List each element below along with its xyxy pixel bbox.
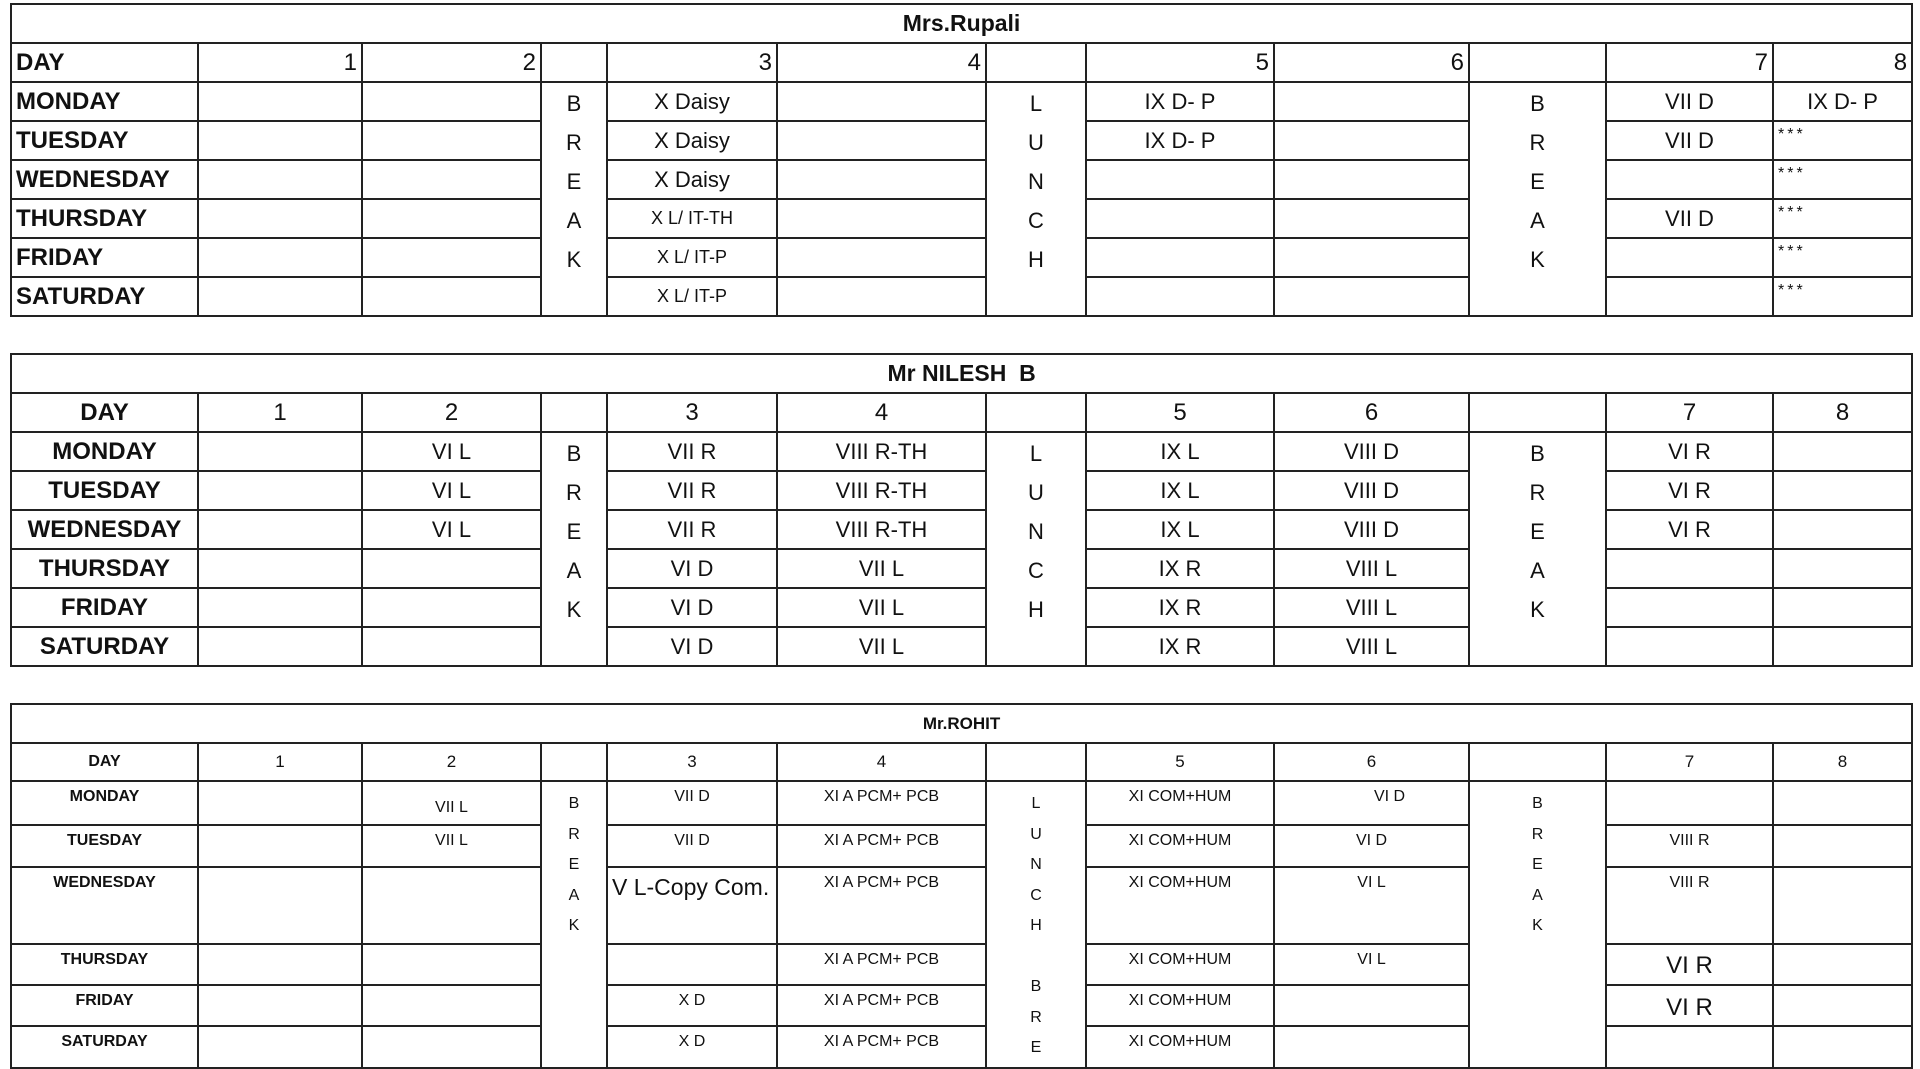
lunch-letter: H xyxy=(1030,917,1042,934)
break-header xyxy=(541,743,607,781)
period-cell: XI COM+HUM xyxy=(1086,1026,1274,1067)
lunch-letter: U xyxy=(1028,480,1044,505)
break-letter: A xyxy=(566,208,582,233)
period-cell: XI A PCM+ PCB xyxy=(777,867,986,944)
period-4-header: 4 xyxy=(777,43,986,82)
period-cell: VIII R-TH xyxy=(777,510,986,549)
period-cell: VII R xyxy=(607,432,777,471)
lunch-letter: L xyxy=(1031,795,1041,812)
period-cell: VII L xyxy=(777,549,986,588)
period-cell xyxy=(777,238,986,277)
table-row xyxy=(11,781,1912,825)
period-cell xyxy=(362,1026,541,1067)
period-cell xyxy=(362,121,541,160)
period-cell xyxy=(1773,1026,1912,1067)
period-cell: XI COM+HUM xyxy=(1086,825,1274,866)
period-cell: IX L xyxy=(1086,471,1274,510)
break-header xyxy=(541,43,607,82)
break-letter: E xyxy=(1530,169,1545,194)
period-cell: VII L xyxy=(777,588,986,627)
period-cell: VI D xyxy=(607,549,777,588)
break-header xyxy=(1469,393,1606,432)
break-letter: R xyxy=(1529,130,1546,155)
period-cell xyxy=(362,277,541,316)
lunch-letter: H xyxy=(1028,247,1044,272)
teacher-title: Mr NILESH B xyxy=(11,354,1912,393)
period-cell xyxy=(1606,588,1773,627)
period-cell xyxy=(198,510,362,549)
header-row xyxy=(11,393,1912,432)
period-cell xyxy=(1606,160,1773,199)
table-row xyxy=(11,549,1912,588)
period-cell xyxy=(362,549,541,588)
period-cell xyxy=(1773,867,1912,944)
break-letter: E xyxy=(566,169,582,194)
lunch-letter: C xyxy=(1030,886,1042,904)
lunch-letter: L xyxy=(1029,91,1043,116)
period-cell xyxy=(1606,781,1773,825)
period-cell xyxy=(1274,277,1469,316)
lunch-header xyxy=(986,743,1086,781)
break-letter: R xyxy=(1531,825,1544,843)
period-cell: VI L xyxy=(362,432,541,471)
period-cell xyxy=(777,121,986,160)
period-cell: *** xyxy=(1773,238,1912,277)
break-letter: K xyxy=(566,597,582,622)
table-row xyxy=(11,160,1912,199)
break-column xyxy=(1469,432,1606,666)
period-cell: XI COM+HUM xyxy=(1086,944,1274,985)
period-cell xyxy=(1086,199,1274,238)
period-cell xyxy=(1086,238,1274,277)
table-row xyxy=(11,867,1912,944)
day-label: TUESDAY xyxy=(11,121,198,160)
period-cell xyxy=(198,277,362,316)
period-cell xyxy=(198,199,362,238)
header-row xyxy=(11,43,1912,82)
lunch-column xyxy=(986,432,1086,666)
period-cell: X D xyxy=(607,1026,777,1067)
period-cell xyxy=(198,121,362,160)
period-cell: X L/ IT-P xyxy=(607,277,777,316)
period-cell xyxy=(1773,432,1912,471)
period-cell xyxy=(1773,781,1912,825)
period-cell: IX R xyxy=(1086,627,1274,666)
day-label: TUESDAY xyxy=(11,825,198,866)
period-cell xyxy=(1274,985,1469,1026)
period-cell: VII L xyxy=(362,781,541,825)
period-cell: *** xyxy=(1773,121,1912,160)
period-cell xyxy=(1274,238,1469,277)
break-letter: B xyxy=(1530,91,1545,116)
period-cell xyxy=(198,781,362,825)
period-cell xyxy=(198,1026,362,1067)
day-label: THURSDAY xyxy=(11,199,198,238)
day-label: SATURDAY xyxy=(11,627,198,666)
lunch-letter: H xyxy=(1028,597,1044,622)
period-2-header: 2 xyxy=(362,743,541,781)
table-row xyxy=(11,588,1912,627)
break-letter: A xyxy=(1530,208,1545,233)
day-header: DAY xyxy=(11,743,198,781)
period-cell: VI L xyxy=(362,510,541,549)
table-row xyxy=(11,1026,1912,1067)
break-column xyxy=(541,781,607,1068)
period-cell xyxy=(362,82,541,121)
timetable-rohit xyxy=(10,703,1913,1069)
period-cell xyxy=(1274,121,1469,160)
period-cell: VIII L xyxy=(1274,627,1469,666)
day-label: SATURDAY xyxy=(11,277,198,316)
period-2-header: 2 xyxy=(362,43,541,82)
period-cell xyxy=(198,588,362,627)
break-letter: B xyxy=(1530,441,1545,466)
period-cell xyxy=(362,985,541,1026)
break-letter: R xyxy=(1529,480,1546,505)
period-cell: VII D xyxy=(607,825,777,866)
lunch-letter: L xyxy=(1029,441,1043,466)
period-cell: IX D- P xyxy=(1086,121,1274,160)
period-cell: XI A PCM+ PCB xyxy=(777,985,986,1026)
day-label: FRIDAY xyxy=(11,985,198,1026)
table-row xyxy=(11,82,1912,121)
period-7-header: 7 xyxy=(1606,43,1773,82)
period-cell: VIII R-TH xyxy=(777,432,986,471)
lunch-header xyxy=(986,393,1086,432)
period-cell xyxy=(198,432,362,471)
period-cell: VIII D xyxy=(1274,471,1469,510)
day-label: TUESDAY xyxy=(11,471,198,510)
period-cell xyxy=(362,588,541,627)
period-cell xyxy=(198,160,362,199)
table-row xyxy=(11,510,1912,549)
period-5-header: 5 xyxy=(1086,393,1274,432)
break-column xyxy=(1469,781,1606,1068)
lunch-letter: U xyxy=(1030,825,1042,843)
lunch-letter: U xyxy=(1028,130,1044,155)
day-label: SATURDAY xyxy=(11,1026,198,1067)
period-cell: X L/ IT-P xyxy=(607,238,777,277)
period-cell: VIII D xyxy=(1274,432,1469,471)
break-letter: E xyxy=(1532,856,1543,873)
period-cell xyxy=(777,160,986,199)
period-cell xyxy=(1606,549,1773,588)
period-cell: X Daisy xyxy=(607,82,777,121)
day-label: MONDAY xyxy=(11,82,198,121)
lunch-letter: C xyxy=(1028,208,1044,233)
period-cell xyxy=(1274,199,1469,238)
timetable-rupali xyxy=(10,3,1913,317)
break-letter: A xyxy=(568,886,580,904)
period-cell xyxy=(198,549,362,588)
table-row xyxy=(11,277,1912,316)
period-6-header: 6 xyxy=(1274,43,1469,82)
period-cell: XI A PCM+ PCB xyxy=(777,944,986,985)
period-cell xyxy=(1773,985,1912,1026)
period-cell: IX R xyxy=(1086,588,1274,627)
period-cell: XI COM+HUM xyxy=(1086,781,1274,825)
period-cell xyxy=(198,985,362,1026)
lunch-letter: N xyxy=(1030,856,1042,873)
table-row xyxy=(11,985,1912,1026)
break-letter: E xyxy=(1530,519,1545,544)
period-5-header: 5 xyxy=(1086,43,1274,82)
period-cell xyxy=(607,944,777,985)
break-column xyxy=(541,82,607,316)
period-cell xyxy=(1773,825,1912,866)
timetable-nilesh xyxy=(10,353,1913,667)
period-cell xyxy=(1274,1026,1469,1067)
period-4-header: 4 xyxy=(777,743,986,781)
period-cell xyxy=(1773,471,1912,510)
break-letter: K xyxy=(1530,597,1545,622)
table-row xyxy=(11,432,1912,471)
period-cell: XI COM+HUM xyxy=(1086,867,1274,944)
table-row xyxy=(11,238,1912,277)
break-letter: K xyxy=(568,917,580,934)
lunch-letter: R xyxy=(1030,1008,1042,1026)
break-letter: R xyxy=(566,130,582,155)
day-label: THURSDAY xyxy=(11,549,198,588)
period-cell: VI D xyxy=(607,588,777,627)
period-cell: *** xyxy=(1773,160,1912,199)
period-cell: VII L xyxy=(777,627,986,666)
period-cell: VII D xyxy=(1606,82,1773,121)
period-cell xyxy=(1773,549,1912,588)
period-cell xyxy=(198,82,362,121)
period-cell: VI D xyxy=(607,627,777,666)
period-6-header: 6 xyxy=(1274,743,1469,781)
period-8-header: 8 xyxy=(1773,43,1912,82)
period-3-header: 3 xyxy=(607,43,777,82)
day-header: DAY xyxy=(11,393,198,432)
break-header xyxy=(541,393,607,432)
break-letter: A xyxy=(1532,886,1543,904)
period-cell xyxy=(777,199,986,238)
period-3-header: 3 xyxy=(607,743,777,781)
break-letter: A xyxy=(566,558,582,583)
period-cell xyxy=(198,627,362,666)
period-cell: IX R xyxy=(1086,549,1274,588)
day-label: THURSDAY xyxy=(11,944,198,985)
lunch-header xyxy=(986,43,1086,82)
period-cell xyxy=(198,471,362,510)
period-cell xyxy=(362,944,541,985)
period-cell: VI R xyxy=(1606,944,1773,985)
teacher-title: Mrs.Rupali xyxy=(11,4,1912,43)
period-cell: VI L xyxy=(362,471,541,510)
period-7-header: 7 xyxy=(1606,743,1773,781)
period-cell xyxy=(1773,588,1912,627)
period-cell: VIII D xyxy=(1274,510,1469,549)
period-cell: X D xyxy=(607,985,777,1026)
period-cell xyxy=(1274,82,1469,121)
period-5-header: 5 xyxy=(1086,743,1274,781)
table-row xyxy=(11,471,1912,510)
period-cell: VI R xyxy=(1606,432,1773,471)
period-cell: VII D xyxy=(1606,121,1773,160)
table-row xyxy=(11,627,1912,666)
period-cell xyxy=(1773,944,1912,985)
break-header xyxy=(1469,43,1606,82)
day-label: MONDAY xyxy=(11,432,198,471)
period-cell: VIII L xyxy=(1274,549,1469,588)
period-1-header: 1 xyxy=(198,743,362,781)
lunch-column xyxy=(986,82,1086,316)
period-cell: VII D xyxy=(607,781,777,825)
period-cell: VI L xyxy=(1274,944,1469,985)
lunch-letter: B xyxy=(1030,978,1042,995)
period-cell: *** xyxy=(1773,199,1912,238)
period-cell xyxy=(198,238,362,277)
break-letter: B xyxy=(1532,795,1543,812)
lunch-letter: N xyxy=(1028,519,1044,544)
period-cell xyxy=(362,867,541,944)
period-3-header: 3 xyxy=(607,393,777,432)
lunch-letter: N xyxy=(1028,169,1044,194)
break-letter: E xyxy=(568,856,580,873)
lunch-letter: E xyxy=(1030,1039,1042,1056)
table-row xyxy=(11,199,1912,238)
period-cell: XI A PCM+ PCB xyxy=(777,1026,986,1067)
break-header xyxy=(1469,743,1606,781)
period-8-header: 8 xyxy=(1773,743,1912,781)
break-letter: R xyxy=(568,825,580,843)
table-row xyxy=(11,121,1912,160)
period-cell xyxy=(1086,160,1274,199)
period-cell xyxy=(1606,277,1773,316)
period-cell: XI A PCM+ PCB xyxy=(777,825,986,866)
period-cell xyxy=(198,944,362,985)
break-letter: B xyxy=(566,441,582,466)
period-cell: XI A PCM+ PCB xyxy=(777,781,986,825)
period-cell: IX D- P xyxy=(1773,82,1912,121)
period-cell: VI D xyxy=(1274,825,1469,866)
period-cell xyxy=(1606,1026,1773,1067)
day-label: MONDAY xyxy=(11,781,198,825)
break-column xyxy=(1469,82,1606,316)
period-cell: IX L xyxy=(1086,432,1274,471)
day-label: FRIDAY xyxy=(11,588,198,627)
period-cell: VIII L xyxy=(1274,588,1469,627)
day-label: WEDNESDAY xyxy=(11,510,198,549)
break-letter: B xyxy=(566,91,582,116)
period-cell: IX D- P xyxy=(1086,82,1274,121)
period-cell: XI COM+HUM xyxy=(1086,985,1274,1026)
period-cell xyxy=(362,160,541,199)
period-cell: X Daisy xyxy=(607,121,777,160)
period-cell xyxy=(362,627,541,666)
period-cell: VII R xyxy=(607,471,777,510)
day-label: WEDNESDAY xyxy=(11,160,198,199)
lunch-column xyxy=(986,781,1086,1068)
period-1-header: 1 xyxy=(198,43,362,82)
table-row xyxy=(11,944,1912,985)
break-column xyxy=(541,432,607,666)
period-cell: VIII R xyxy=(1606,867,1773,944)
period-cell xyxy=(1773,510,1912,549)
break-letter: R xyxy=(566,480,582,505)
period-2-header: 2 xyxy=(362,393,541,432)
break-letter: E xyxy=(566,519,582,544)
period-cell: VI R xyxy=(1606,471,1773,510)
period-cell xyxy=(1606,627,1773,666)
period-cell: VII D xyxy=(1606,199,1773,238)
period-cell: VI D xyxy=(1274,781,1469,825)
period-cell: X Daisy xyxy=(607,160,777,199)
period-cell: VIII R-TH xyxy=(777,471,986,510)
period-cell: VI L xyxy=(1274,867,1469,944)
teacher-title: Mr.ROHIT xyxy=(11,704,1912,743)
period-cell xyxy=(777,82,986,121)
period-cell: VII R xyxy=(607,510,777,549)
break-letter: B xyxy=(568,795,580,812)
period-4-header: 4 xyxy=(777,393,986,432)
period-cell xyxy=(1274,160,1469,199)
period-cell: IX L xyxy=(1086,510,1274,549)
break-letter: K xyxy=(566,247,582,272)
period-cell: X L/ IT-TH xyxy=(607,199,777,238)
break-letter: K xyxy=(1530,247,1545,272)
lunch-letter xyxy=(991,945,1081,976)
day-label: FRIDAY xyxy=(11,238,198,277)
period-6-header: 6 xyxy=(1274,393,1469,432)
period-cell xyxy=(198,867,362,944)
day-header: DAY xyxy=(11,43,198,82)
period-cell: VIII R xyxy=(1606,825,1773,866)
period-8-header: 8 xyxy=(1773,393,1912,432)
period-cell xyxy=(1773,627,1912,666)
lunch-letter: C xyxy=(1028,558,1044,583)
day-label: WEDNESDAY xyxy=(11,867,198,944)
period-1-header: 1 xyxy=(198,393,362,432)
period-cell xyxy=(777,277,986,316)
table-row xyxy=(11,825,1912,866)
period-cell: VI R xyxy=(1606,510,1773,549)
period-cell xyxy=(362,238,541,277)
period-7-header: 7 xyxy=(1606,393,1773,432)
period-cell xyxy=(1086,277,1274,316)
period-cell: *** xyxy=(1773,277,1912,316)
period-cell: V L-Copy Com. xyxy=(607,867,777,944)
header-row xyxy=(11,743,1912,781)
period-cell xyxy=(198,825,362,866)
period-cell: VII L xyxy=(362,825,541,866)
break-letter: A xyxy=(1530,558,1545,583)
period-cell: VI R xyxy=(1606,985,1773,1026)
period-cell xyxy=(362,199,541,238)
break-letter: K xyxy=(1532,917,1543,934)
period-cell xyxy=(1606,238,1773,277)
